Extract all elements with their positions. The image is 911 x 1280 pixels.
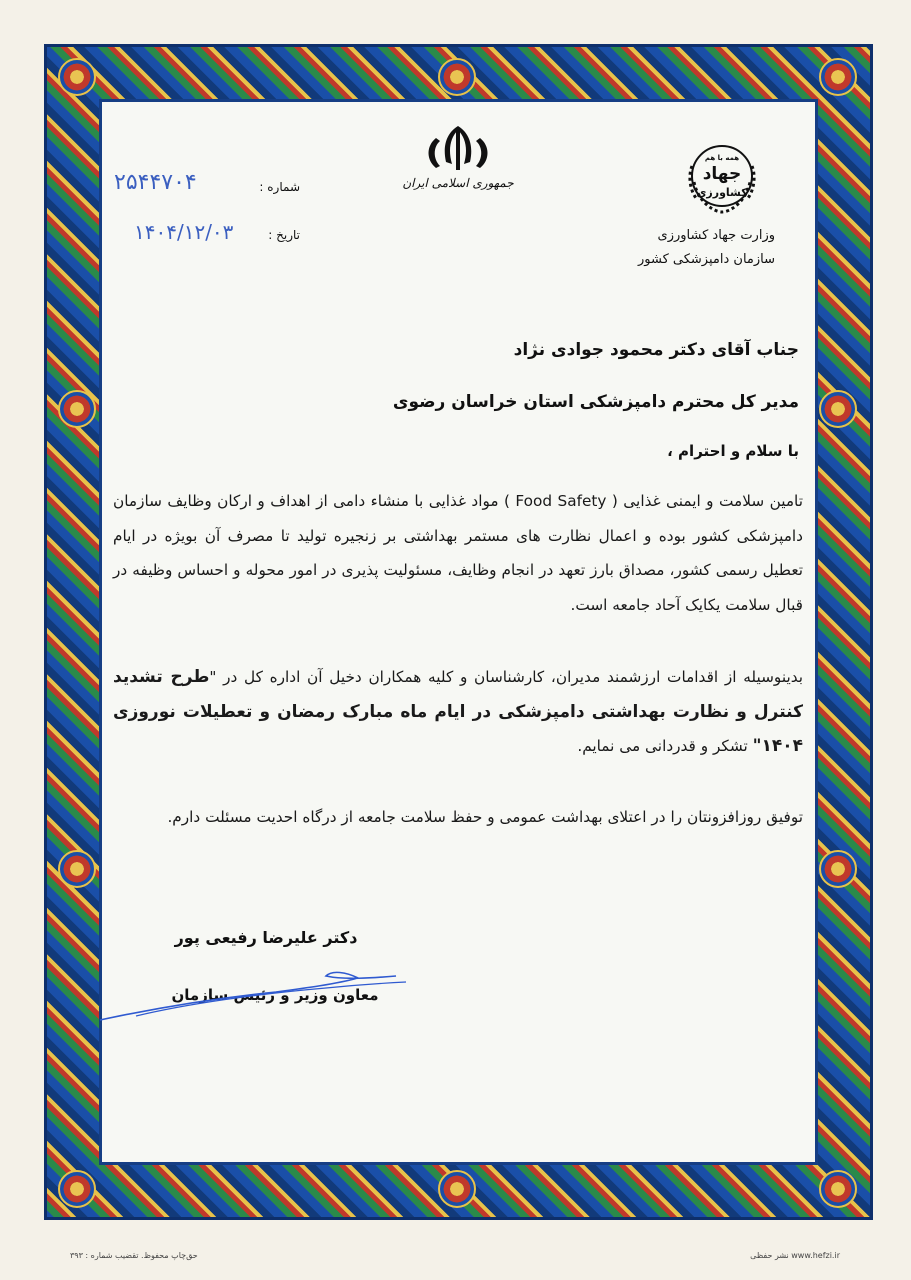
body-paragraph-1: تامین سلامت و ایمنی غذایی ( Food Safety ) مواد غذایی با منشاء دامی از اهداف و ارکان وظایف سازمان دامپزشکی کشور بوده و اعمال نظارت های مستمر بهداشتی بر زنجیره تولید تا مصرف آن بویژه در ایام تعطیل رسمی کشور، مصداق بارز تعهد در انجام وظایف، مسئولیت پذیری در امور محوله و احساس وظیفه در قبال سلامت یکایک آحاد جامعه است. (113, 492, 803, 614)
border-medallion (58, 390, 96, 428)
emblem-icon (418, 122, 498, 174)
logo-top-text: همه با هم (704, 154, 740, 162)
footer-right: www.hefzi.ir نشر حفظی (750, 1251, 840, 1260)
border-medallion (58, 58, 96, 96)
number-value: ۲۵۴۴۷۰۴ (114, 170, 197, 195)
border-medallion (438, 1170, 476, 1208)
border-medallion (819, 58, 857, 96)
paragraph-2-prefix: بدینوسیله از اقدامات ارزشمند مدیران، کارشناسان و کلیه همکاران دخیل آن اداره کل در " (209, 668, 803, 686)
organization-name: سازمان دامپزشکی کشور (637, 252, 775, 267)
ministry-name: وزارت جهاد کشاورزی (657, 228, 775, 243)
border-medallion (819, 390, 857, 428)
recipient-title: مدیر کل محترم دامپزشکی استان خراسان رضوی (392, 392, 799, 412)
border-medallion (58, 1170, 96, 1208)
date-value: ۱۴۰۴/۱۲/۰۳ (134, 220, 234, 244)
recipient-name: جناب آقای دکتر محمود جوادی نژاد (513, 340, 799, 360)
signer-title: معاون وزیر و رئیس سازمان (171, 986, 379, 1004)
border-medallion (438, 58, 476, 96)
body-paragraph-2 (113, 660, 803, 770)
border-medallion (58, 850, 96, 888)
number-label: شماره : (259, 180, 300, 194)
date-label: تاریخ : (268, 228, 300, 242)
footer-left: حق‌چاپ محفوظ. تقضیب شماره : ۳۹۳ (70, 1251, 198, 1260)
body-paragraph-3: توفیق روزافزونتان را در اعتلای بهداشت عمومی و حفظ سلامت جامعه از درگاه احدیت مسئلت دارم. (167, 808, 803, 826)
logo-title: جهاد (702, 164, 742, 184)
handwritten-signature (96, 958, 416, 1028)
paragraph-2-suffix: تشکر و قدردانی می نمایم. (577, 737, 753, 755)
plan-title: طرح تشدید کنترل و نظارت بهداشتی دامپزشکی در ایام ماه مبارک رمضان و تعطیلات نوروزی ۱۴۰۴" (113, 667, 803, 756)
logo-subtitle: کشاورزی (696, 186, 748, 199)
border-medallion (819, 850, 857, 888)
iran-emblem (418, 122, 498, 174)
border-medallion (819, 1170, 857, 1208)
greeting: با سلام و احترام ، (667, 442, 799, 460)
signer-name: دکتر علیرضا رفیعی پور (174, 928, 358, 947)
emblem-caption: جمهوری اسلامی ایران (402, 176, 514, 190)
